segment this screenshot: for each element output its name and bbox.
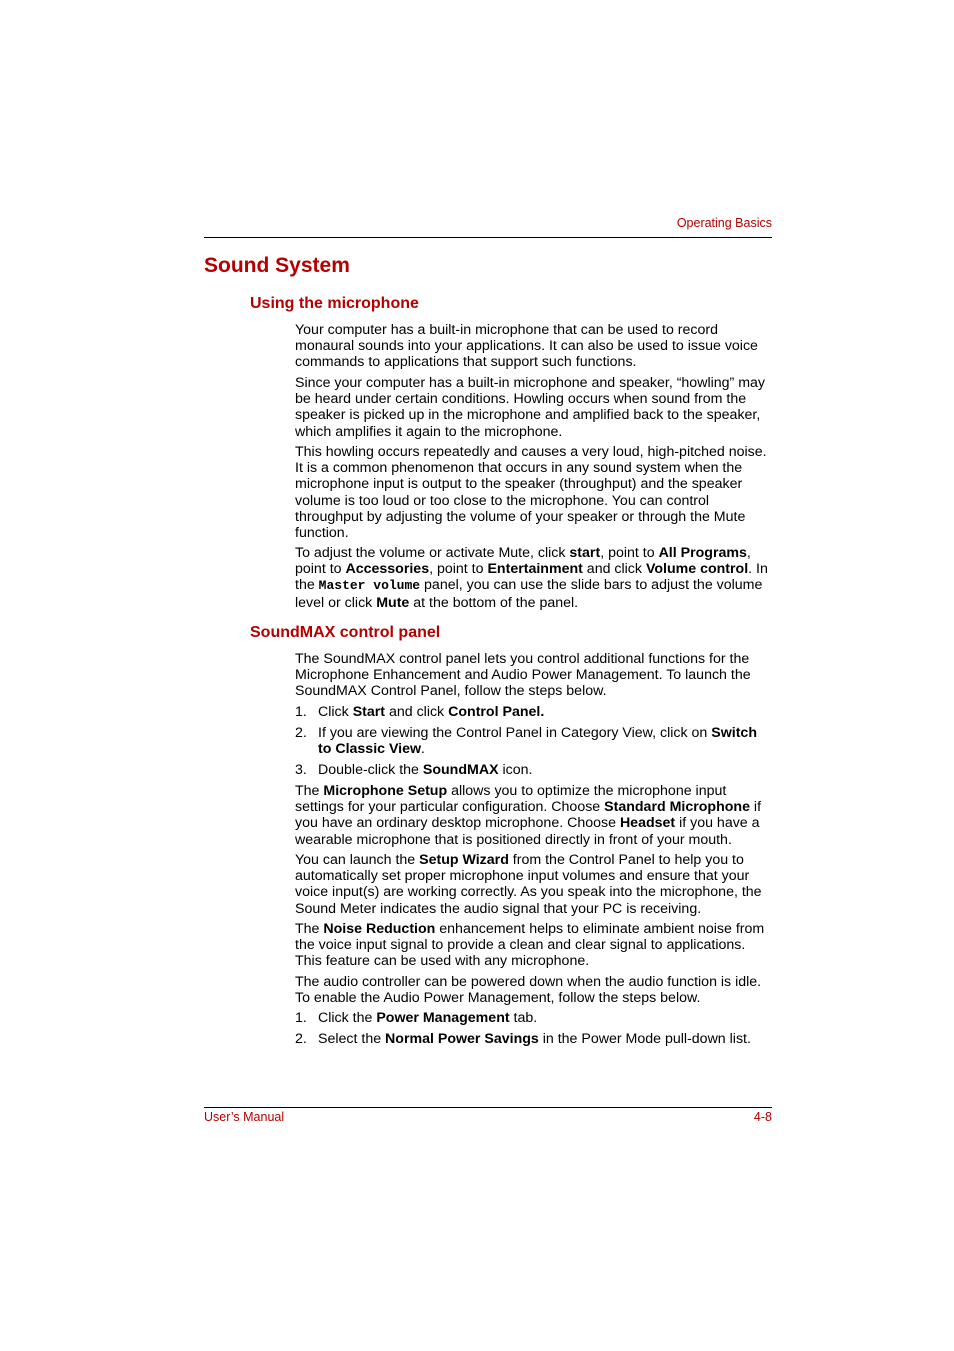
section-heading-soundmax: SoundMAX control panel bbox=[250, 624, 441, 641]
page-title: Sound System bbox=[204, 254, 350, 277]
mic-paragraph-2: Since your computer has a built-in microphone and speaker, “howling” may be heard under certain conditions. Howling occurs when sound from the speaker is picked up in the microphone and amplified back to the speaker, which amplifies it again to the microphone. bbox=[295, 375, 766, 440]
footer-rule bbox=[204, 1107, 772, 1108]
list-item: 1. Click Start and click Control Panel. bbox=[295, 704, 545, 720]
mic-paragraph-3: This howling occurs repeatedly and causes a very loud, high-pitched noise. It is a common phenomenon that occurs in any sound system when the microphone input is output to the speaker (throughput) and the speaker volume is too loud or too close to the microphone. You can control throughput by adjusting the volume of your speaker or through the Mute function. bbox=[295, 444, 767, 542]
soundmax-paragraph-3: You can launch the Setup Wizard from the Control Panel to help you to automatically set proper microphone input volumes and ensure that your voice input(s) are working correctly. As you speak into the microphone, the Sound Meter indicates the audio signal that your PC is receiving. bbox=[295, 852, 762, 917]
soundmax-paragraph-4: The Noise Reduction enhancement helps to eliminate ambient noise from the voice input signal to provide a clean and clear signal to applications. This feature can be used with any microphone. bbox=[295, 921, 765, 970]
list-item: 1. Click the Power Management tab. bbox=[295, 1010, 538, 1026]
page-number: 4-8 bbox=[753, 1110, 772, 1124]
footer-manual-title: User’s Manual bbox=[204, 1110, 285, 1124]
header-rule bbox=[204, 237, 772, 238]
section-heading-microphone: Using the microphone bbox=[250, 295, 419, 312]
list-item: 2. If you are viewing the Control Panel in Category View, click on Switch to Classic View. bbox=[295, 725, 757, 758]
running-header: Operating Basics bbox=[676, 216, 772, 230]
soundmax-paragraph-1: The SoundMAX control panel lets you control additional functions for the Microphone Enhancement and Audio Power Management. To launch the SoundMAX Control Panel, follow the steps below. bbox=[295, 651, 751, 700]
master-volume-code: Master volume bbox=[318, 578, 421, 594]
list-item: 2. Select the Normal Power Savings in the Power Mode pull-down list. bbox=[295, 1031, 751, 1047]
soundmax-paragraph-5: The audio controller can be powered down when the audio function is idle. To enable the Audio Power Management, follow the steps below. bbox=[295, 974, 762, 1007]
soundmax-paragraph-2: The Microphone Setup allows you to optimize the microphone input settings for your particular configuration. Choose Standard Microphone if you have an ordinary desktop microphone. Choose Headset if you have a wearable microphone that is positioned directly in front of your mouth. bbox=[295, 783, 762, 848]
mic-paragraph-1: Your computer has a built-in microphone that can be used to record monaural sounds into your applications. It can also be used to issue voice commands to applications that support such functions. bbox=[295, 322, 758, 371]
list-item: 3. Double-click the SoundMAX icon. bbox=[295, 762, 533, 778]
mic-paragraph-4: To adjust the volume or activate Mute, click start, point to All Programs, point to Accessories, point to Entertainment and click Volume control. In the Master volume panel, you can use the slide bars to adjust the volume level or click Mute at the bottom of the panel. bbox=[295, 545, 768, 611]
